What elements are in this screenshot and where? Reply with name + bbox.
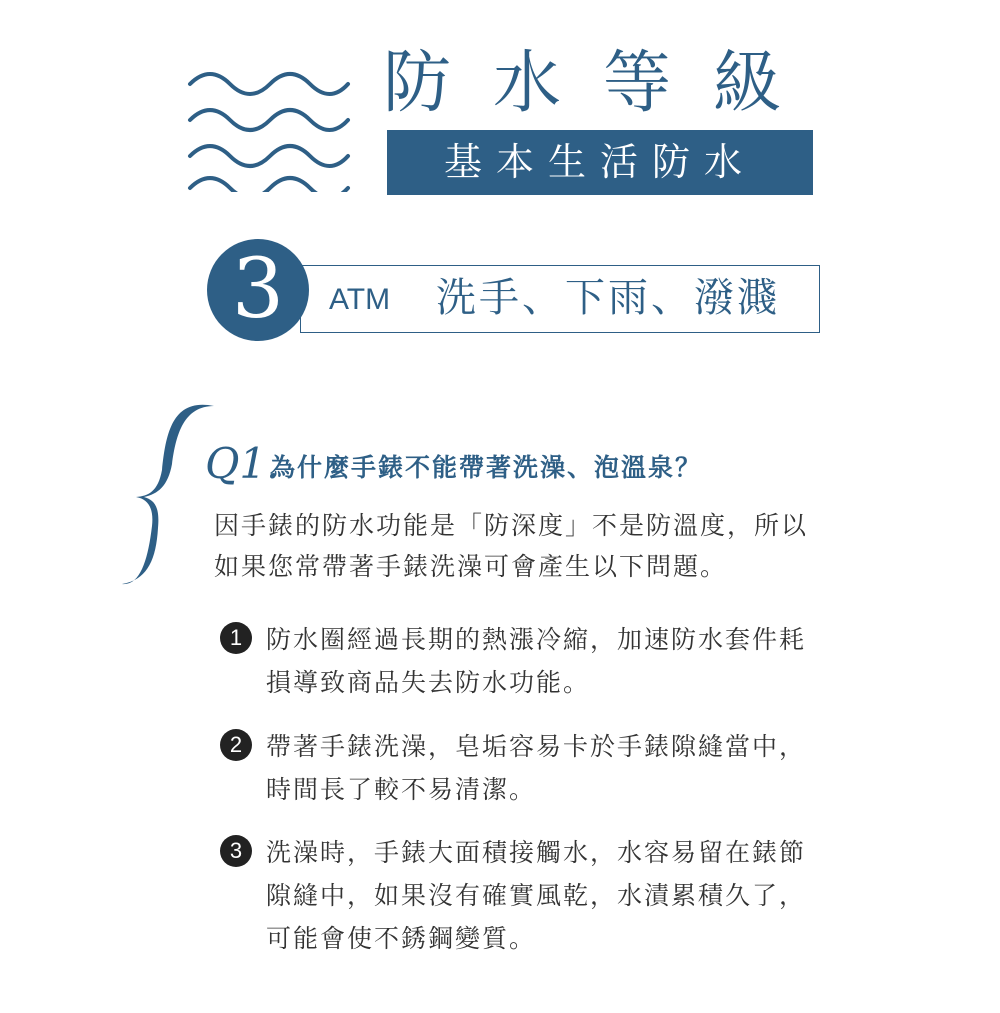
point-line: 損導致商品失去防水功能。 <box>266 668 591 697</box>
page-title: 防水等級 <box>383 44 824 123</box>
point-line: 隙縫中，如果沒有確實風乾，水漬累積久了， <box>266 881 807 910</box>
question-number: Q1. <box>205 439 280 488</box>
point-number-badge: 2 <box>220 729 252 761</box>
point-line: 時間長了較不易清潔。 <box>266 775 537 804</box>
point-text <box>266 618 806 704</box>
rating-unit: ATM <box>329 283 391 316</box>
water-waves-icon <box>186 62 352 192</box>
point-text <box>266 725 806 811</box>
question-text: 為什麼手錶不能帶著洗澡、泡溫泉？ <box>270 453 703 482</box>
curly-brace-icon <box>118 400 218 590</box>
point-line: 防水圈經過長期的熱漲冷縮，加速防水套件耗 <box>266 625 807 654</box>
answer-intro <box>214 505 894 587</box>
rating-description: 洗手、下雨、潑濺 <box>436 275 780 321</box>
subtitle-banner <box>387 130 813 195</box>
point-line: 可能會使不銹鋼變質。 <box>266 924 537 953</box>
answer-intro-line: 如果您常帶著手錶洗澡可會產生以下問題。 <box>214 552 728 581</box>
point-line: 帶著手錶洗澡，皂垢容易卡於手錶隙縫當中， <box>266 732 807 761</box>
point-number-badge: 1 <box>220 622 252 654</box>
point-text <box>266 831 806 960</box>
point-number-badge: 3 <box>220 835 252 867</box>
point-line: 洗澡時，手錶大面積接觸水，水容易留在錶節 <box>266 838 807 867</box>
subtitle-text: 基本生活防水 <box>443 140 756 184</box>
rating-number-badge: 3 <box>207 239 309 341</box>
answer-intro-line: 因手錶的防水功能是「防深度」不是防溫度，所以 <box>214 511 809 540</box>
